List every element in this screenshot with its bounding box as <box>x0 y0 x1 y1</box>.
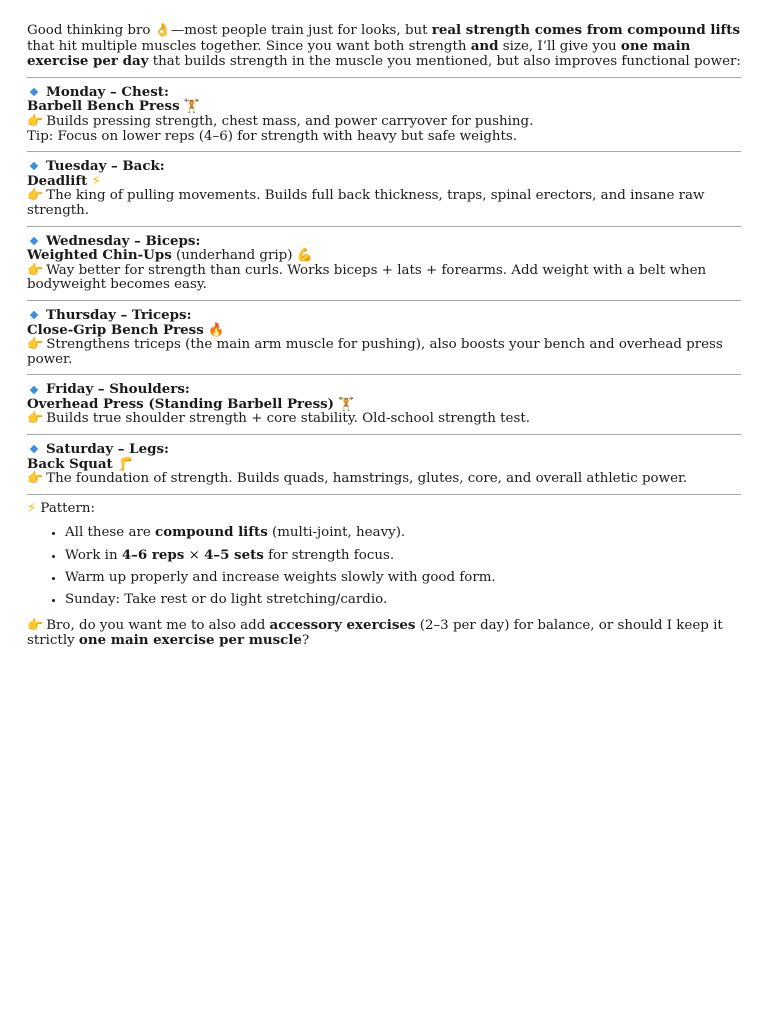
exercise-description: 👉 Builds true shoulder strength + core stability. Old-school strength test. <box>27 411 530 427</box>
intro-paragraph: Good thinking bro 👌—most people train just for looks, but real strength comes from compound lifts that hit multiple muscles together. Since you want both strength and size, I’ll give you one main exercise per day that builds strength in the muscle you mentioned, but also improves functional power: <box>27 22 741 70</box>
pointing-right-icon: 👉 <box>27 411 44 427</box>
pointing-right-icon: 👉 <box>27 337 44 353</box>
exercise-line: Back Squat 🦵 <box>27 455 134 472</box>
lightning-icon: ⚡ <box>91 173 101 189</box>
day-section-saturday <box>27 442 741 487</box>
day-heading: Thursday – Triceps: <box>27 308 741 323</box>
pointing-right-icon: 👉 <box>27 113 44 129</box>
exercise-description: 👉 Builds pressing strength, chest mass, and power carryover for pushing. <box>27 113 534 129</box>
leg-icon: 🦵 <box>116 456 134 472</box>
pattern-section <box>27 502 741 608</box>
divider <box>27 151 741 152</box>
exercise-line: Close-Grip Bench Press 🔥 <box>27 321 225 338</box>
exercise-description: 👉 Strengthens triceps (the main arm muscle for pushing), also boosts your bench and overhead press power. <box>27 337 723 367</box>
divider <box>27 494 741 495</box>
list-item: • Sunday: Take rest or do light stretching/cardio. <box>65 593 741 608</box>
exercise-line: Overhead Press (Standing Barbell Press) 🏋 <box>27 395 355 412</box>
pointing-right-icon: 👉 <box>27 262 44 278</box>
weight-lifter-icon: 🏋 <box>338 396 355 412</box>
small-blue-diamond-icon <box>30 237 38 245</box>
divider <box>27 374 741 375</box>
exercise-description: 👉 Way better for strength than curls. Works biceps + lats + forearms. Add weight with a belt when bodyweight becomes easy. <box>27 262 707 293</box>
small-blue-diamond-icon <box>30 88 38 96</box>
fire-icon: 🔥 <box>208 322 225 338</box>
pattern-heading: ⚡ Pattern: <box>27 500 96 516</box>
day-heading: Wednesday – Biceps: <box>27 234 741 249</box>
small-blue-diamond-icon <box>30 311 38 319</box>
weight-lifter-icon: 🏋 <box>183 99 201 115</box>
pointing-right-icon: 👉 <box>27 188 44 204</box>
list-item: • Work in 4–6 reps × 4–5 sets for strength focus. <box>65 548 741 564</box>
exercise-description: 👉 The foundation of strength. Builds quads, hamstrings, glutes, core, and overall athletic power. <box>27 471 688 487</box>
day-section-monday <box>27 85 741 144</box>
divider <box>27 226 741 227</box>
divider <box>27 300 741 301</box>
day-section-thursday <box>27 308 741 367</box>
ok-hand-icon: 👌 <box>154 23 171 38</box>
pattern-list <box>27 525 741 607</box>
exercise-line: Weighted Chin-Ups (underhand grip) 💪 <box>27 247 313 264</box>
day-heading: Monday – Chest: <box>27 85 741 100</box>
exercise-line: Barbell Bench Press 🏋 <box>27 98 201 115</box>
day-heading: Friday – Shoulders: <box>27 382 741 397</box>
day-section-tuesday <box>27 159 741 218</box>
day-section-wednesday <box>27 234 741 293</box>
day-section-friday <box>27 382 741 427</box>
flexed-biceps-icon: 💪 <box>296 248 313 264</box>
day-heading: Saturday – Legs: <box>27 442 741 457</box>
small-blue-diamond-icon <box>30 445 38 453</box>
small-blue-diamond-icon <box>30 385 38 393</box>
exercise-tip: Tip: Focus on lower reps (4–6) for strength with heavy but safe weights. <box>27 128 518 144</box>
list-item: • Warm up properly and increase weights slowly with good form. <box>65 571 741 586</box>
pointing-right-icon: 👉 <box>27 617 44 633</box>
pointing-right-icon: 👉 <box>27 471 44 487</box>
divider <box>27 434 741 435</box>
small-blue-diamond-icon <box>30 162 38 170</box>
closing-question: 👉 Bro, do you want me to also add accessory exercises (2–3 per day) for balance, or should I keep it strictly one main exercise per muscle? <box>27 616 723 649</box>
lightning-icon: ⚡ <box>27 500 37 516</box>
exercise-line: Deadlift ⚡ <box>27 172 101 189</box>
list-item: • All these are compound lifts (multi-joint, heavy). <box>65 525 741 541</box>
exercise-description: 👉 The king of pulling movements. Builds full back thickness, traps, spinal erectors, and insane raw strength. <box>27 188 705 218</box>
divider <box>27 77 741 78</box>
day-heading: Tuesday – Back: <box>27 159 741 174</box>
